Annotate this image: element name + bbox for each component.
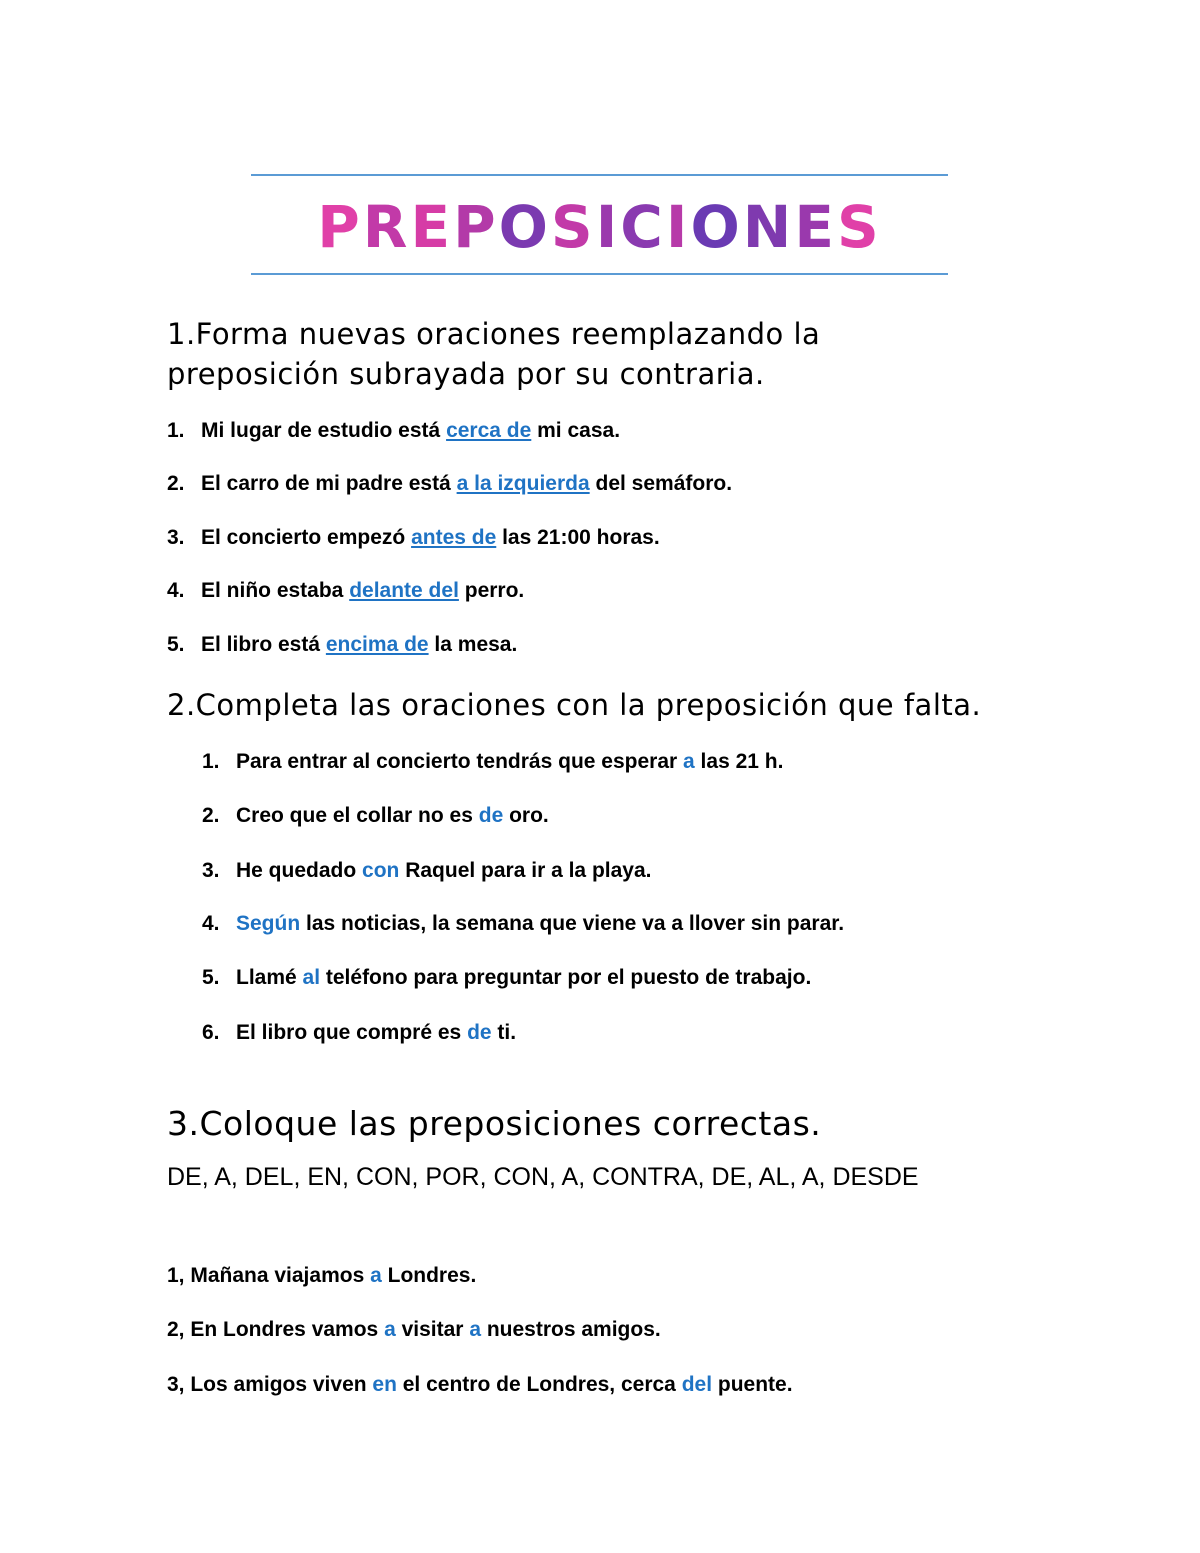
word-bank: DE, A, DEL, EN, CON, POR, CON, A, CONTRA, DE, AL, A, DESDE (167, 1163, 919, 1191)
answer-text: a (370, 1264, 382, 1287)
list-item: 2. El carro de mi padre está a la izquierda del semáforo. (167, 472, 733, 495)
title-letter: C (620, 193, 666, 261)
answer-text: de (467, 1021, 492, 1044)
list-item: 1, Mañana viajamos a Londres. (167, 1264, 477, 1287)
title-letter: N (742, 193, 795, 261)
title-rule-top (251, 174, 948, 176)
answer-text: a la izquierda (456, 472, 590, 495)
list-item: 2, En Londres vamos a visitar a nuestros amigos. (167, 1318, 661, 1341)
list-item: 1. Para entrar al concierto tendrás que esperar a las 21 h. (202, 750, 784, 773)
title-letter: O (498, 193, 551, 261)
answer-text: encima de (325, 633, 429, 656)
title-letter: P (453, 193, 499, 261)
title-letter: E (794, 193, 837, 261)
answer-text: del (681, 1373, 713, 1396)
title-rule-bottom (251, 273, 948, 275)
list-item: 1. Mi lugar de estudio está cerca de mi casa. (167, 419, 621, 442)
answer-text: cerca de (446, 419, 532, 442)
list-item: 4. Según las noticias, la semana que viene va a llover sin parar. (202, 912, 845, 935)
answer-text: a (683, 750, 695, 773)
list-item: 4. El niño estaba delante del perro. (167, 579, 525, 602)
list-item: 3, Los amigos viven en el centro de Londres, cerca del puente. (167, 1373, 793, 1396)
title-letter: E (410, 193, 454, 261)
answer-text: de (478, 804, 504, 827)
title-letter: S (836, 193, 882, 261)
list-item: 5. El libro está encima de la mesa. (167, 633, 518, 656)
title-letter: O (690, 193, 743, 261)
list-item: 5. Llamé al teléfono para preguntar por el puesto de trabajo. (202, 966, 812, 989)
list-item: 2. Creo que el collar no es de oro. (202, 804, 549, 827)
section-3-heading: 3.Coloque las preposiciones correctas. (167, 1104, 822, 1143)
section-2-heading: 2.Completa las oraciones con la preposición que falta. (167, 688, 982, 722)
title-letter: R (362, 193, 411, 261)
list-item: 6. El libro que compré es de ti. (202, 1021, 517, 1044)
answer-text: al (302, 966, 321, 989)
page-title (251, 192, 948, 262)
section-1-heading: 1.Forma nuevas oraciones reemplazando la preposición subrayada por su contraria. (167, 317, 821, 391)
title-letter: P (317, 193, 363, 261)
answer-text: Según (236, 912, 301, 935)
title-letter: I (595, 193, 621, 261)
answer-text: delante del (349, 579, 459, 602)
list-item: 3. He quedado con Raquel para ir a la playa. (202, 859, 652, 882)
answer-text: en (372, 1373, 397, 1396)
answer-text: con (362, 859, 400, 882)
title-letter: S (550, 193, 596, 261)
list-item: 3. El concierto empezó antes de las 21:00 horas. (167, 526, 660, 549)
answer-text: antes de (411, 526, 497, 549)
title-letter: I (665, 193, 691, 261)
answer-text: a (384, 1318, 396, 1341)
answer-text: a (469, 1318, 481, 1341)
